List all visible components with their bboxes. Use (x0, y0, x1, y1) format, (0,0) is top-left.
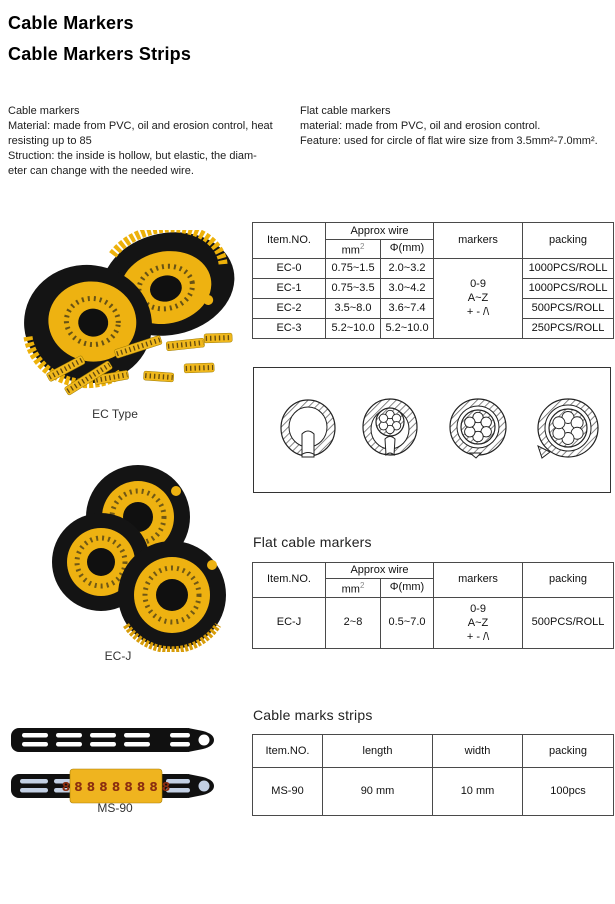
cell-item: EC-J (253, 597, 326, 648)
cell-phi: 3.0~4.2 (381, 278, 434, 298)
cross-section-medium-bundle (450, 399, 506, 458)
cross-section-diagram-box (253, 367, 611, 493)
cell-markers (434, 258, 523, 338)
cell-phi: 2.0~3.2 (381, 258, 434, 278)
table-header-row (253, 223, 614, 240)
markers-line: 0-9 (470, 602, 486, 615)
strips-section-heading: Cable marks strips (253, 707, 373, 723)
table-row (253, 597, 614, 648)
cell-item: EC-3 (253, 318, 326, 338)
cell-mm2: 2~8 (326, 597, 381, 648)
description-line: material: made from PVC, oil and erosion control. (300, 120, 541, 132)
marker-strap-with-sleeve (11, 769, 214, 803)
flat-section-heading: Flat cable markers (253, 534, 372, 550)
table-row (253, 258, 614, 278)
markers-line: A~Z (467, 292, 489, 305)
marker-strap (11, 728, 214, 752)
cell-mm2: 5.2~10.0 (326, 318, 381, 338)
header-mm2-sup: 2 (359, 242, 365, 251)
header-length: length (323, 735, 433, 768)
cell-mm2: 3.5~8.0 (326, 298, 381, 318)
cross-section-empty (281, 400, 335, 457)
header-mm2 (326, 579, 381, 598)
cable-markers-description (8, 104, 300, 179)
page-title-block (8, 8, 191, 70)
markers-line: A~Z (467, 616, 489, 629)
cell-phi: 5.2~10.0 (381, 318, 434, 338)
table-row (253, 768, 614, 816)
header-width: width (433, 735, 523, 768)
flat-cable-markers-description (300, 104, 615, 149)
header-markers: markers (434, 563, 523, 598)
description-heading: Cable markers (8, 105, 80, 117)
header-item-no: Item.NO. (253, 563, 326, 598)
cross-section-large-bundle (538, 399, 598, 458)
marker-roll (118, 541, 226, 650)
cell-item: EC-1 (253, 278, 326, 298)
ec-j-photo (52, 462, 237, 652)
table-row (253, 298, 614, 318)
cross-section-diagram (254, 368, 610, 492)
header-mm2-sup: 2 (359, 581, 365, 590)
table-header-row (253, 735, 614, 768)
description-line: Struction: the inside is hollow, but elastic, the diam- (8, 150, 257, 162)
page-title: Cable Markers (8, 13, 134, 33)
cell-item: EC-2 (253, 298, 326, 318)
table-header-row (253, 563, 614, 579)
cell-phi: 0.5~7.0 (381, 597, 434, 648)
table-row (253, 318, 614, 338)
header-mm2-label: mm (341, 583, 360, 596)
sleeve-digits: 8 8 8 8 8 8 8 8 8 (61, 780, 171, 794)
header-mm2 (326, 240, 381, 259)
ec-j-caption: EC-J (104, 649, 132, 663)
header-phi: Φ(mm) (381, 240, 434, 259)
cell-phi: 3.6~7.4 (381, 298, 434, 318)
header-packing: packing (523, 735, 614, 768)
header-markers: markers (434, 223, 523, 259)
header-item-no: Item.NO. (253, 735, 323, 768)
strips-spec-table (252, 734, 614, 816)
cell-packing: 100pcs (523, 768, 614, 816)
header-item-no: Item.NO. (253, 223, 326, 259)
cell-mm2: 0.75~1.5 (326, 258, 381, 278)
cell-packing: 1000PCS/ROLL (523, 278, 614, 298)
description-heading: Flat cable markers (300, 105, 391, 117)
markers-line: + - /\ (466, 630, 490, 643)
header-packing: packing (523, 223, 614, 259)
cell-packing: 250PCS/ROLL (523, 318, 614, 338)
description-line: eter can change with the needed wire. (8, 165, 194, 177)
markers-line: + - /\ (466, 306, 490, 319)
page-subtitle: Cable Markers Strips (8, 44, 192, 64)
cell-length: 90 mm (323, 768, 433, 816)
markers-line: 0-9 (470, 278, 486, 291)
ec-type-caption: EC Type (92, 407, 138, 421)
cell-packing: 1000PCS/ROLL (523, 258, 614, 278)
cell-item: EC-0 (253, 258, 326, 278)
header-mm2-label: mm (341, 244, 360, 257)
cell-markers (434, 597, 523, 648)
header-approx-wire: Approx wire (326, 563, 434, 579)
flat-spec-table (252, 562, 614, 649)
cell-width: 10 mm (433, 768, 523, 816)
cell-packing: 500PCS/ROLL (523, 597, 614, 648)
header-packing: packing (523, 563, 614, 598)
ms-90-photo (8, 718, 218, 810)
ec-type-photo (18, 230, 240, 406)
description-line: Feature: used for circle of flat wire size from 3.5mm²-7.0mm². (300, 135, 598, 147)
cell-item: MS-90 (253, 768, 323, 816)
header-approx-wire: Approx wire (326, 223, 434, 240)
table-row (253, 278, 614, 298)
description-line: resisting up to 85 (8, 135, 92, 147)
ec-spec-table (252, 222, 614, 339)
cross-section-small-bundle (363, 399, 417, 455)
header-phi: Φ(mm) (381, 579, 434, 598)
description-line: Material: made from PVC, oil and erosion control, heat (8, 120, 273, 132)
cell-packing: 500PCS/ROLL (523, 298, 614, 318)
cell-mm2: 0.75~3.5 (326, 278, 381, 298)
ms-90-caption: MS-90 (97, 801, 133, 815)
